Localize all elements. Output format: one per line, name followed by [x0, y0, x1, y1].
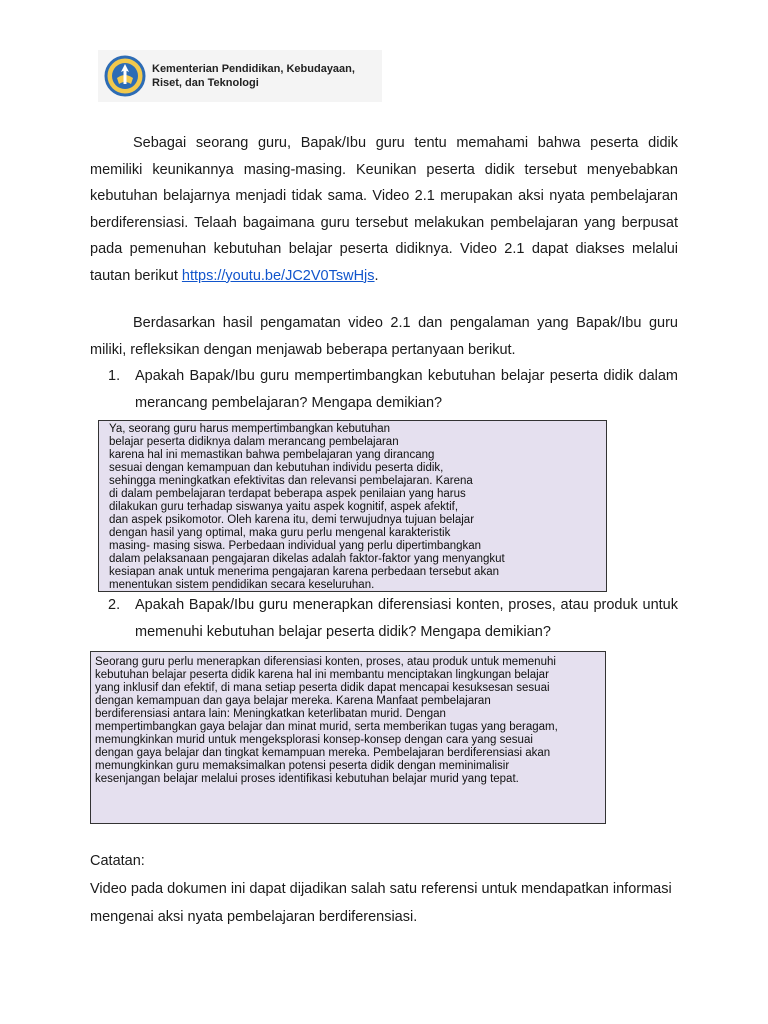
intro-tail: . — [374, 267, 379, 284]
answer-line: berdiferensiasi antara lain: Meningkatkan keterlibatan murid. Dengan — [95, 708, 446, 720]
answer-line: menentukan sistem pendidikan secara keseluruhan. — [109, 579, 375, 591]
answer-line: sesuai dengan kemampuan dan kebutuhan individu peserta didik, — [109, 462, 444, 474]
question-number: 1. — [108, 368, 121, 384]
reflection-intro: Berdasarkan hasil pengamatan video 2.1 dan pengalaman yang Bapak/Ibu guru miliki, refleksikan dengan menjawab beberapa pertanyaan berikut. — [90, 315, 678, 358]
intro-text: Sebagai seorang guru, Bapak/Ibu guru tentu memahami bahwa peserta didik memiliki keunikannya masing-masing. Keunikan peserta didik tersebut menyebabkan kebutuhan belajarnya menjadi tidak sama. Video 2.1 merupakan aksi nyata pembelajaran berdiferensiasi. Telaah bagaimana guru tersebut melakukan pembelajaran yang berpusat pada pemenuhan kebutuhan belajar peserta didiknya. Video 2.1 dapat diakses melalui tautan berikut — [90, 135, 678, 284]
answer-line: memungkinkan guru memaksimalkan potensi peserta didik dengan meminimalisir — [95, 760, 510, 772]
ministry-name-line2: Riset, dan Teknologi — [152, 77, 259, 89]
answer-line: sehingga meningkatkan efektivitas dan relevansi pembelajaran. Karena — [109, 475, 473, 487]
answer-line: Seorang guru perlu menerapkan diferensiasi konten, proses, atau produk untuk memenuhi — [95, 656, 556, 668]
answer-line: dilakukan guru terhadap siswanya yaitu aspek kognitif, aspek afektif, — [109, 501, 459, 513]
answer-line: belajar peserta didiknya dalam merancang pembelajaran — [109, 436, 399, 448]
question-text: Apakah Bapak/Ibu guru mempertimbangkan kebutuhan belajar peserta didik dalam merancang pembelajaran? Mengapa demikian? — [135, 368, 678, 411]
notes-text: Video pada dokumen ini dapat dijadikan salah satu referensi untuk mendapatkan informasi mengenai aksi nyata pembelajaran berdiferensiasi. — [90, 881, 672, 925]
answer-line: karena hal ini memastikan bahwa pembelajaran yang dirancang — [109, 449, 435, 461]
answer-line: dengan kemampuan dan gaya belajar mereka. Karena Manfaat pembelajaran — [95, 695, 491, 707]
question-2 — [108, 592, 678, 645]
answer-line: dan aspek psikomotor. Oleh karena itu, demi terwujudnya tujuan belajar — [109, 514, 475, 526]
question-number: 2. — [108, 597, 121, 613]
answer-line: dengan gaya belajar dan tingkat kemampuan mereka. Pembelajaran berdiferensiasi akan — [95, 747, 551, 759]
answer-line: kesiapan anak untuk menerima pengajaran karena perbedaan tersebut akan — [109, 566, 499, 578]
question-1 — [108, 363, 678, 416]
question-text: Apakah Bapak/Ibu guru menerapkan diferensiasi konten, proses, atau produk untuk memenuhi kebutuhan belajar peserta didik? Mengapa demikian? — [135, 597, 678, 640]
answer-line: dalam pelaksanaan pengajaran dikelas adalah faktor-faktor yang menyangkut — [109, 553, 505, 565]
tut-wuri-handayani-logo — [104, 54, 146, 98]
ministry-header — [98, 50, 382, 102]
notes-section — [90, 847, 678, 931]
answer-box-1[interactable] — [98, 420, 607, 592]
answer-line: dengan hasil yang optimal, maka guru perlu mengenal karakteristik — [109, 527, 451, 539]
answer-line: masing- masing siswa. Perbedaan individual yang perlu dipertimbangkan — [109, 540, 482, 552]
ministry-name-line1: Kementerian Pendidikan, Kebudayaan, — [152, 63, 355, 75]
answer-line: memungkinkan murid untuk mengeksplorasi konsep-konsep dengan cara yang sesuai — [95, 734, 533, 746]
answer-line: kebutuhan belajar peserta didik karena hal ini membantu menciptakan lingkungan belajar — [95, 669, 549, 681]
answer-line: di dalam pembelajaran terdapat beberapa aspek penilaian yang harus — [109, 488, 466, 500]
answer-line: mempertimbangkan gaya belajar dan minat murid, serta memberikan tugas yang beragam, — [95, 721, 558, 733]
notes-label: Catatan: — [90, 853, 145, 869]
ministry-name — [152, 62, 355, 90]
answer-box-2[interactable] — [90, 651, 606, 824]
answer-line: kesenjangan belajar melalui proses identifikasi kebutuhan belajar murid yang tepat. — [95, 773, 519, 785]
video-link[interactable]: https://youtu.be/JC2V0TswHjs — [181, 267, 375, 284]
answer-line: Ya, seorang guru harus mempertimbangkan kebutuhan — [109, 423, 391, 435]
intro-paragraph — [90, 130, 678, 289]
answer-line: yang inklusif dan efektif, di mana setiap peserta didik dapat mencapai kesuksesan sesuai — [95, 682, 550, 694]
